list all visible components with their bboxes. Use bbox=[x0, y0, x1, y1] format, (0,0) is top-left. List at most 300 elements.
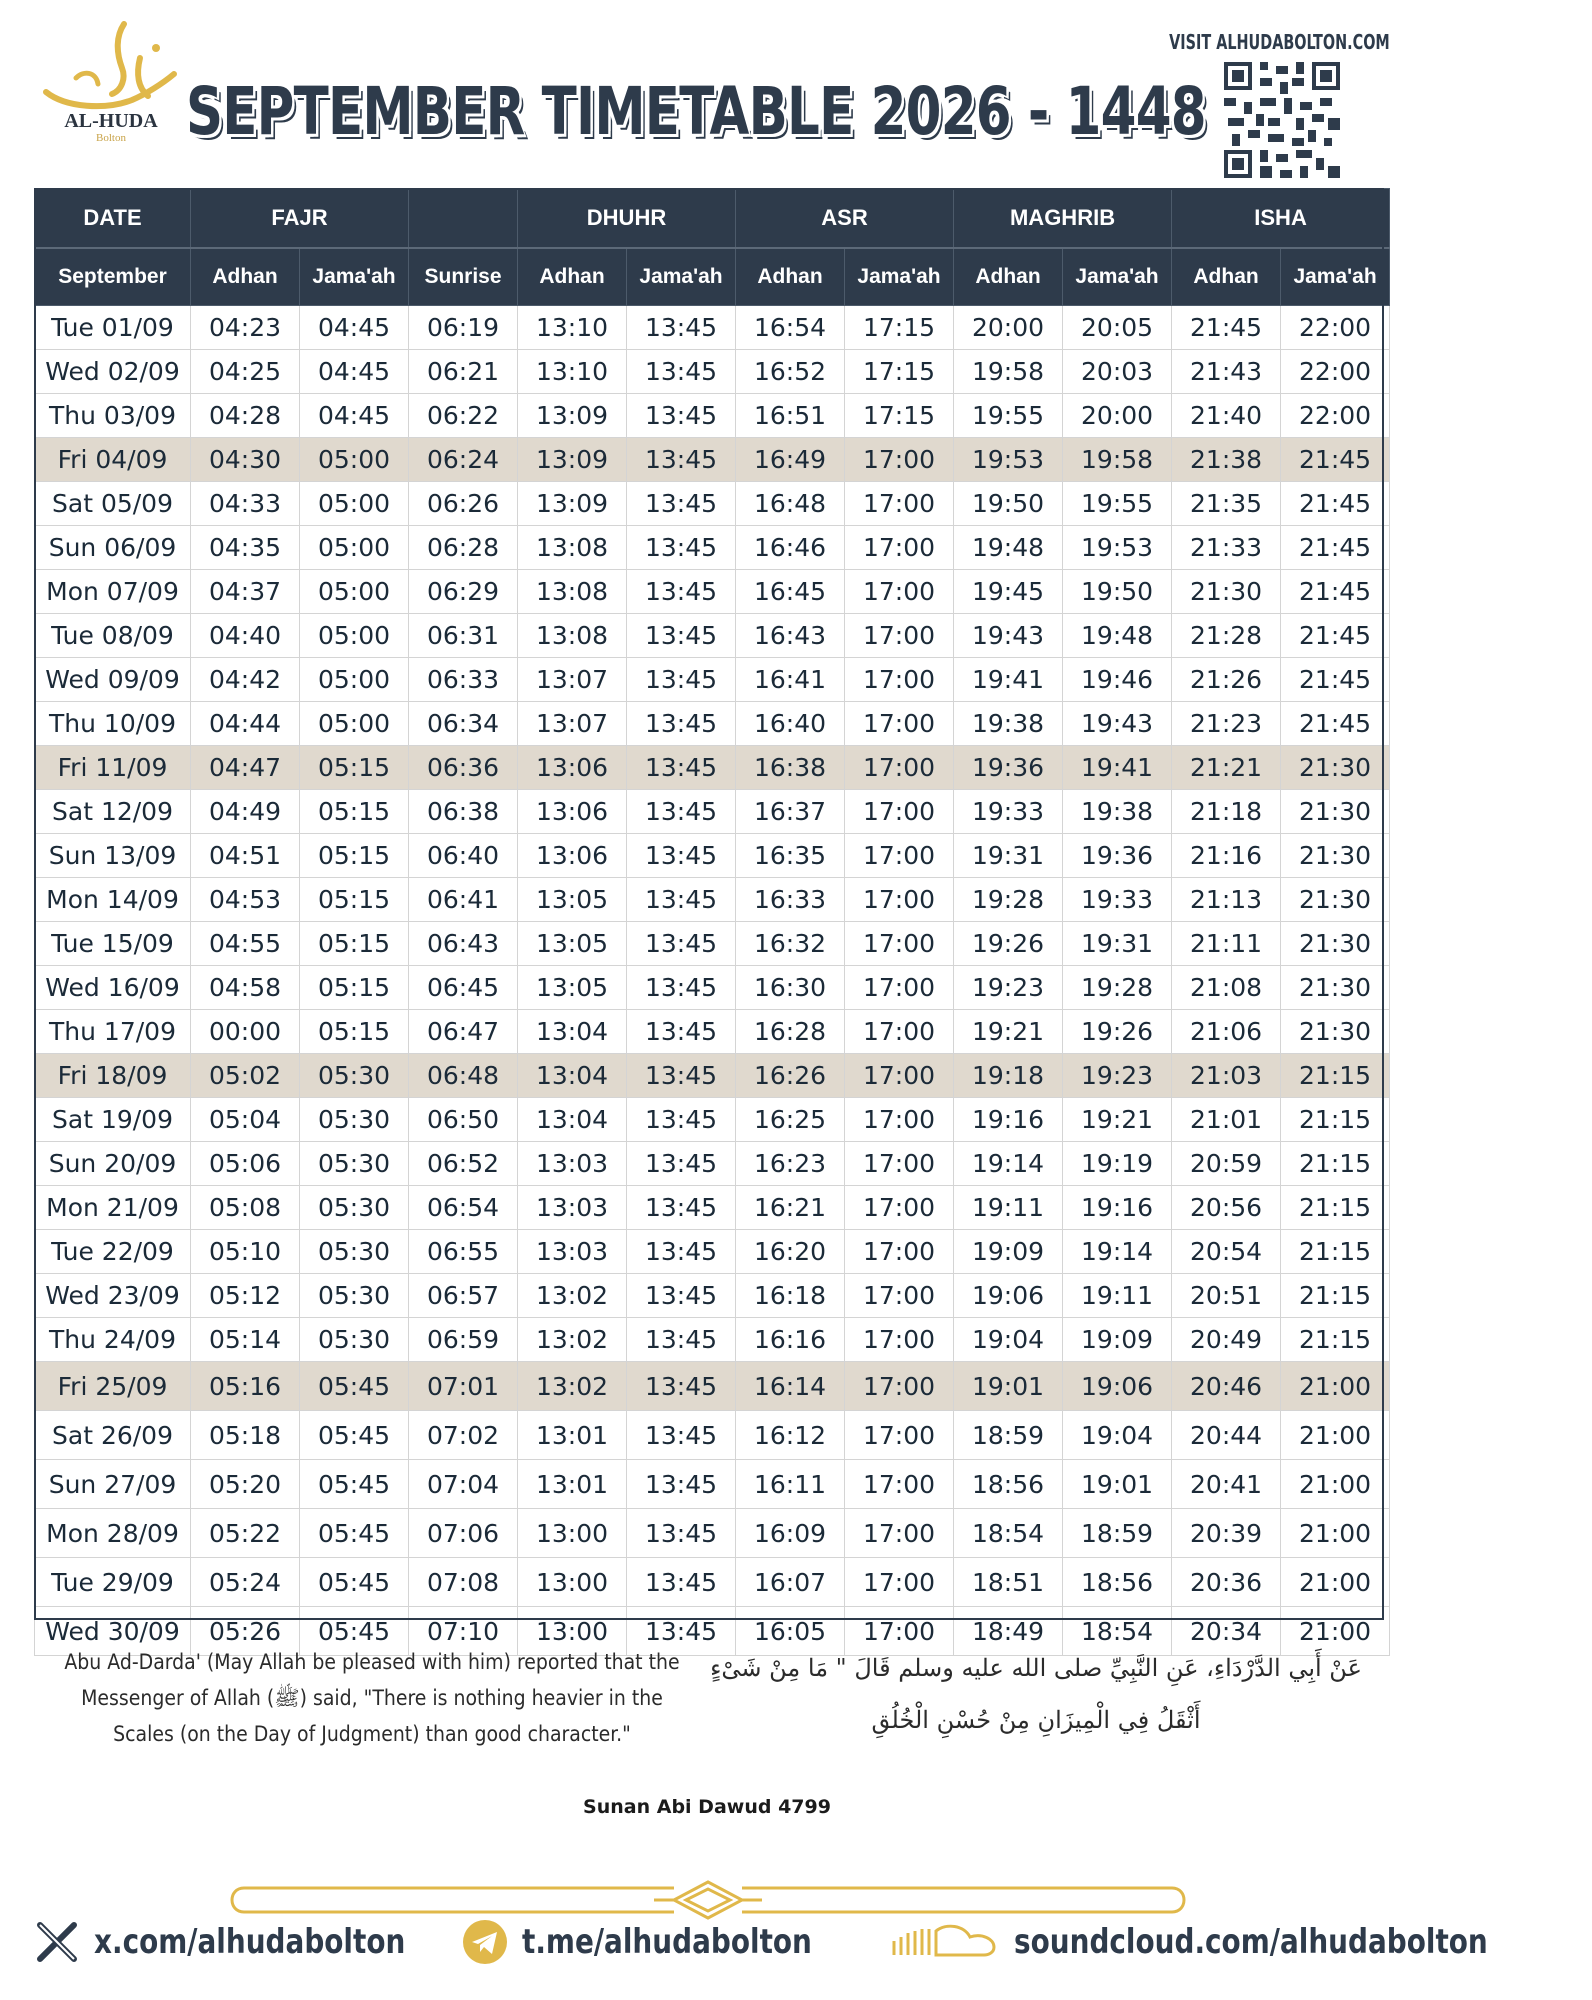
time-cell: 06:33 bbox=[409, 658, 518, 702]
time-cell: 21:15 bbox=[1281, 1230, 1390, 1274]
time-cell: 19:28 bbox=[1063, 966, 1172, 1010]
x-logo-icon bbox=[34, 1919, 80, 1965]
timetable-body bbox=[35, 306, 1390, 1656]
time-cell: 20:39 bbox=[1172, 1509, 1281, 1558]
time-cell: 19:01 bbox=[1063, 1460, 1172, 1509]
time-cell: 13:45 bbox=[627, 1509, 736, 1558]
time-cell: 16:26 bbox=[736, 1054, 845, 1098]
date-cell: Thu 17/09 bbox=[35, 1010, 191, 1054]
time-cell: 21:00 bbox=[1281, 1362, 1390, 1411]
table-row bbox=[35, 482, 1390, 526]
time-cell: 16:35 bbox=[736, 834, 845, 878]
time-cell: 13:45 bbox=[627, 1362, 736, 1411]
time-cell: 19:11 bbox=[954, 1186, 1063, 1230]
time-cell: 16:14 bbox=[736, 1362, 845, 1411]
time-cell: 16:43 bbox=[736, 614, 845, 658]
time-cell: 20:49 bbox=[1172, 1318, 1281, 1362]
hadith-source: Sunan Abi Dawud 4799 bbox=[583, 1796, 831, 1818]
date-cell: Mon 21/09 bbox=[35, 1186, 191, 1230]
time-cell: 21:45 bbox=[1281, 614, 1390, 658]
time-cell: 17:00 bbox=[845, 1010, 954, 1054]
time-cell: 17:00 bbox=[845, 1274, 954, 1318]
time-cell: 17:00 bbox=[845, 614, 954, 658]
time-cell: 19:14 bbox=[954, 1142, 1063, 1186]
table-row bbox=[35, 834, 1390, 878]
time-cell: 13:45 bbox=[627, 1460, 736, 1509]
time-cell: 06:38 bbox=[409, 790, 518, 834]
time-cell: 19:18 bbox=[954, 1054, 1063, 1098]
time-cell: 13:09 bbox=[518, 482, 627, 526]
time-cell: 20:46 bbox=[1172, 1362, 1281, 1411]
time-cell: 13:07 bbox=[518, 658, 627, 702]
time-cell: 05:12 bbox=[191, 1274, 300, 1318]
date-cell: Sat 26/09 bbox=[35, 1411, 191, 1460]
visit-website-link[interactable]: VISIT ALHUDABOLTON.COM bbox=[1169, 30, 1390, 54]
date-cell: Fri 11/09 bbox=[35, 746, 191, 790]
table-row bbox=[35, 746, 1390, 790]
time-cell: 06:55 bbox=[409, 1230, 518, 1274]
time-cell: 05:00 bbox=[300, 658, 409, 702]
time-cell: 13:04 bbox=[518, 1010, 627, 1054]
time-cell: 21:15 bbox=[1281, 1318, 1390, 1362]
time-cell: 05:10 bbox=[191, 1230, 300, 1274]
telegram-handle: t.me/alhudabolton bbox=[522, 1922, 812, 1962]
time-cell: 17:00 bbox=[845, 658, 954, 702]
time-cell: 19:28 bbox=[954, 878, 1063, 922]
column-header: Jama'ah bbox=[1063, 248, 1172, 306]
time-cell: 13:02 bbox=[518, 1318, 627, 1362]
soundcloud-icon bbox=[890, 1919, 1000, 1965]
column-header: Jama'ah bbox=[845, 248, 954, 306]
time-cell: 18:59 bbox=[1063, 1509, 1172, 1558]
calligraphy-icon bbox=[36, 18, 186, 118]
time-cell: 05:24 bbox=[191, 1558, 300, 1607]
time-cell: 19:14 bbox=[1063, 1230, 1172, 1274]
time-cell: 06:52 bbox=[409, 1142, 518, 1186]
time-cell: 07:08 bbox=[409, 1558, 518, 1607]
time-cell: 19:04 bbox=[1063, 1411, 1172, 1460]
time-cell: 13:45 bbox=[627, 614, 736, 658]
header-blank bbox=[409, 189, 518, 249]
time-cell: 16:37 bbox=[736, 790, 845, 834]
time-cell: 19:45 bbox=[954, 570, 1063, 614]
time-cell: 21:00 bbox=[1281, 1411, 1390, 1460]
time-cell: 06:19 bbox=[409, 306, 518, 350]
time-cell: 13:09 bbox=[518, 438, 627, 482]
time-cell: 05:30 bbox=[300, 1186, 409, 1230]
date-cell: Wed 02/09 bbox=[35, 350, 191, 394]
time-cell: 19:16 bbox=[954, 1098, 1063, 1142]
time-cell: 05:15 bbox=[300, 966, 409, 1010]
column-header: Adhan bbox=[954, 248, 1063, 306]
time-cell: 13:45 bbox=[627, 350, 736, 394]
date-cell: Fri 04/09 bbox=[35, 438, 191, 482]
table-row bbox=[35, 1098, 1390, 1142]
time-cell: 19:46 bbox=[1063, 658, 1172, 702]
time-cell: 21:00 bbox=[1281, 1558, 1390, 1607]
date-cell: Tue 01/09 bbox=[35, 306, 191, 350]
time-cell: 13:03 bbox=[518, 1230, 627, 1274]
time-cell: 17:00 bbox=[845, 1142, 954, 1186]
date-cell: Thu 24/09 bbox=[35, 1318, 191, 1362]
time-cell: 19:41 bbox=[1063, 746, 1172, 790]
time-cell: 18:59 bbox=[954, 1411, 1063, 1460]
time-cell: 19:33 bbox=[1063, 878, 1172, 922]
date-cell: Sun 06/09 bbox=[35, 526, 191, 570]
time-cell: 17:00 bbox=[845, 1558, 954, 1607]
time-cell: 17:00 bbox=[845, 526, 954, 570]
time-cell: 20:00 bbox=[954, 306, 1063, 350]
time-cell: 21:01 bbox=[1172, 1098, 1281, 1142]
table-row bbox=[35, 922, 1390, 966]
time-cell: 21:11 bbox=[1172, 922, 1281, 966]
time-cell: 19:48 bbox=[954, 526, 1063, 570]
time-cell: 16:51 bbox=[736, 394, 845, 438]
time-cell: 20:44 bbox=[1172, 1411, 1281, 1460]
time-cell: 17:00 bbox=[845, 1362, 954, 1411]
time-cell: 04:42 bbox=[191, 658, 300, 702]
social-soundcloud[interactable] bbox=[890, 1912, 1592, 1972]
time-cell: 13:45 bbox=[627, 1142, 736, 1186]
time-cell: 21:26 bbox=[1172, 658, 1281, 702]
time-cell: 05:30 bbox=[300, 1274, 409, 1318]
time-cell: 20:34 bbox=[1172, 1607, 1281, 1656]
column-header: Sunrise bbox=[409, 248, 518, 306]
soundcloud-handle: soundcloud.com/alhudabolton bbox=[1014, 1922, 1488, 1962]
date-cell: Fri 25/09 bbox=[35, 1362, 191, 1411]
time-cell: 13:10 bbox=[518, 306, 627, 350]
time-cell: 21:15 bbox=[1281, 1186, 1390, 1230]
time-cell: 21:45 bbox=[1281, 658, 1390, 702]
time-cell: 05:15 bbox=[300, 878, 409, 922]
time-cell: 16:30 bbox=[736, 966, 845, 1010]
time-cell: 05:30 bbox=[300, 1230, 409, 1274]
time-cell: 04:35 bbox=[191, 526, 300, 570]
time-cell: 13:00 bbox=[518, 1509, 627, 1558]
time-cell: 07:02 bbox=[409, 1411, 518, 1460]
time-cell: 17:00 bbox=[845, 702, 954, 746]
time-cell: 17:00 bbox=[845, 1509, 954, 1558]
time-cell: 16:25 bbox=[736, 1098, 845, 1142]
time-cell: 13:45 bbox=[627, 1411, 736, 1460]
time-cell: 13:02 bbox=[518, 1362, 627, 1411]
time-cell: 06:26 bbox=[409, 482, 518, 526]
time-cell: 19:21 bbox=[954, 1010, 1063, 1054]
table-row bbox=[35, 1230, 1390, 1274]
time-cell: 04:51 bbox=[191, 834, 300, 878]
time-cell: 13:00 bbox=[518, 1558, 627, 1607]
time-cell: 05:20 bbox=[191, 1460, 300, 1509]
time-cell: 20:03 bbox=[1063, 350, 1172, 394]
time-cell: 20:56 bbox=[1172, 1186, 1281, 1230]
timetable-table bbox=[34, 188, 1390, 1656]
time-cell: 17:00 bbox=[845, 1460, 954, 1509]
time-cell: 06:59 bbox=[409, 1318, 518, 1362]
time-cell: 21:45 bbox=[1281, 526, 1390, 570]
time-cell: 21:30 bbox=[1281, 1010, 1390, 1054]
time-cell: 13:07 bbox=[518, 702, 627, 746]
date-cell: Thu 03/09 bbox=[35, 394, 191, 438]
time-cell: 21:13 bbox=[1172, 878, 1281, 922]
time-cell: 21:45 bbox=[1172, 306, 1281, 350]
time-cell: 05:45 bbox=[300, 1362, 409, 1411]
time-cell: 19:23 bbox=[954, 966, 1063, 1010]
time-cell: 18:54 bbox=[954, 1509, 1063, 1558]
time-cell: 16:09 bbox=[736, 1509, 845, 1558]
social-telegram[interactable] bbox=[462, 1912, 876, 1972]
column-header: Adhan bbox=[191, 248, 300, 306]
date-cell: Sat 12/09 bbox=[35, 790, 191, 834]
time-cell: 05:00 bbox=[300, 526, 409, 570]
table-row bbox=[35, 1411, 1390, 1460]
time-cell: 17:00 bbox=[845, 834, 954, 878]
time-cell: 21:45 bbox=[1281, 702, 1390, 746]
header-dhuhr: DHUHR bbox=[518, 189, 736, 249]
date-cell: Wed 09/09 bbox=[35, 658, 191, 702]
time-cell: 19:06 bbox=[954, 1274, 1063, 1318]
time-cell: 16:40 bbox=[736, 702, 845, 746]
qr-code-icon[interactable] bbox=[1224, 62, 1340, 178]
time-cell: 07:10 bbox=[409, 1607, 518, 1656]
time-cell: 17:00 bbox=[845, 1607, 954, 1656]
column-header: Jama'ah bbox=[627, 248, 736, 306]
time-cell: 04:25 bbox=[191, 350, 300, 394]
time-cell: 21:30 bbox=[1281, 790, 1390, 834]
time-cell: 16:52 bbox=[736, 350, 845, 394]
time-cell: 07:04 bbox=[409, 1460, 518, 1509]
time-cell: 13:03 bbox=[518, 1142, 627, 1186]
header-asr: ASR bbox=[736, 189, 954, 249]
time-cell: 17:15 bbox=[845, 350, 954, 394]
time-cell: 18:56 bbox=[954, 1460, 1063, 1509]
time-cell: 13:06 bbox=[518, 834, 627, 878]
time-cell: 06:48 bbox=[409, 1054, 518, 1098]
time-cell: 20:36 bbox=[1172, 1558, 1281, 1607]
time-cell: 13:05 bbox=[518, 966, 627, 1010]
time-cell: 21:40 bbox=[1172, 394, 1281, 438]
time-cell: 21:45 bbox=[1281, 438, 1390, 482]
time-cell: 04:33 bbox=[191, 482, 300, 526]
time-cell: 13:45 bbox=[627, 306, 736, 350]
time-cell: 13:45 bbox=[627, 834, 736, 878]
social-x[interactable] bbox=[34, 1912, 474, 1972]
time-cell: 06:43 bbox=[409, 922, 518, 966]
time-cell: 13:45 bbox=[627, 746, 736, 790]
time-cell: 06:40 bbox=[409, 834, 518, 878]
header-isha: ISHA bbox=[1172, 189, 1390, 249]
time-cell: 19:55 bbox=[954, 394, 1063, 438]
time-cell: 19:09 bbox=[954, 1230, 1063, 1274]
time-cell: 05:00 bbox=[300, 482, 409, 526]
table-row bbox=[35, 790, 1390, 834]
time-cell: 19:50 bbox=[1063, 570, 1172, 614]
time-cell: 13:45 bbox=[627, 438, 736, 482]
date-cell: Sat 05/09 bbox=[35, 482, 191, 526]
time-cell: 04:40 bbox=[191, 614, 300, 658]
time-cell: 17:15 bbox=[845, 394, 954, 438]
date-cell: Wed 16/09 bbox=[35, 966, 191, 1010]
time-cell: 06:47 bbox=[409, 1010, 518, 1054]
time-cell: 22:00 bbox=[1281, 306, 1390, 350]
time-cell: 05:04 bbox=[191, 1098, 300, 1142]
time-cell: 05:15 bbox=[300, 790, 409, 834]
time-cell: 13:45 bbox=[627, 526, 736, 570]
time-cell: 04:28 bbox=[191, 394, 300, 438]
header-maghrib: MAGHRIB bbox=[954, 189, 1172, 249]
time-cell: 04:45 bbox=[300, 306, 409, 350]
time-cell: 19:43 bbox=[954, 614, 1063, 658]
time-cell: 21:21 bbox=[1172, 746, 1281, 790]
time-cell: 05:02 bbox=[191, 1054, 300, 1098]
header-date: DATE bbox=[35, 189, 191, 249]
date-cell: Sun 13/09 bbox=[35, 834, 191, 878]
column-header: Adhan bbox=[1172, 248, 1281, 306]
time-cell: 05:30 bbox=[300, 1142, 409, 1186]
header-fajr: FAJR bbox=[191, 189, 409, 249]
date-cell: Wed 23/09 bbox=[35, 1274, 191, 1318]
time-cell: 18:56 bbox=[1063, 1558, 1172, 1607]
group-header-row bbox=[35, 189, 1390, 249]
time-cell: 20:59 bbox=[1172, 1142, 1281, 1186]
time-cell: 13:45 bbox=[627, 658, 736, 702]
time-cell: 19:11 bbox=[1063, 1274, 1172, 1318]
table-row bbox=[35, 350, 1390, 394]
time-cell: 04:23 bbox=[191, 306, 300, 350]
al-huda-logo bbox=[36, 18, 186, 148]
time-cell: 21:15 bbox=[1281, 1142, 1390, 1186]
time-cell: 21:18 bbox=[1172, 790, 1281, 834]
time-cell: 21:08 bbox=[1172, 966, 1281, 1010]
time-cell: 19:26 bbox=[1063, 1010, 1172, 1054]
time-cell: 16:33 bbox=[736, 878, 845, 922]
time-cell: 13:45 bbox=[627, 1010, 736, 1054]
time-cell: 13:45 bbox=[627, 878, 736, 922]
hadith-arabic: عَنْ أَبِي الدَّرْدَاءِ، عَنِ النَّبِيِّ صلى الله عليه وسلم قَالَ " مَا مِنْ شَىْءٍ أَثْقَلُ فِي الْمِيزَانِ مِنْ حُسْنِ الْخُلُقِ bbox=[710, 1654, 1362, 1734]
time-cell: 16:07 bbox=[736, 1558, 845, 1607]
time-cell: 20:05 bbox=[1063, 306, 1172, 350]
time-cell: 21:28 bbox=[1172, 614, 1281, 658]
time-cell: 17:00 bbox=[845, 966, 954, 1010]
date-cell: Sun 20/09 bbox=[35, 1142, 191, 1186]
time-cell: 21:30 bbox=[1172, 570, 1281, 614]
time-cell: 20:00 bbox=[1063, 394, 1172, 438]
prayer-timetable bbox=[34, 188, 1382, 1656]
time-cell: 16:41 bbox=[736, 658, 845, 702]
table-row bbox=[35, 658, 1390, 702]
time-cell: 13:08 bbox=[518, 570, 627, 614]
time-cell: 05:00 bbox=[300, 438, 409, 482]
time-cell: 21:43 bbox=[1172, 350, 1281, 394]
time-cell: 05:45 bbox=[300, 1607, 409, 1656]
logo-subtitle: Bolton bbox=[96, 132, 126, 144]
time-cell: 21:30 bbox=[1281, 746, 1390, 790]
time-cell: 19:43 bbox=[1063, 702, 1172, 746]
time-cell: 19:01 bbox=[954, 1362, 1063, 1411]
time-cell: 06:31 bbox=[409, 614, 518, 658]
table-row bbox=[35, 526, 1390, 570]
time-cell: 21:30 bbox=[1281, 922, 1390, 966]
hadith-english: Abu Ad-Darda' (May Allah be pleased with him) reported that the Messenger of Allah (ﷺ) said, "There is nothing heavier in the Scales (on the Day of Judgment) than good character." bbox=[64, 1650, 680, 1746]
time-cell: 17:00 bbox=[845, 746, 954, 790]
table-row bbox=[35, 1186, 1390, 1230]
time-cell: 19:19 bbox=[1063, 1142, 1172, 1186]
time-cell: 16:23 bbox=[736, 1142, 845, 1186]
time-cell: 13:04 bbox=[518, 1098, 627, 1142]
time-cell: 19:31 bbox=[1063, 922, 1172, 966]
time-cell: 04:45 bbox=[300, 350, 409, 394]
time-cell: 18:49 bbox=[954, 1607, 1063, 1656]
time-cell: 04:58 bbox=[191, 966, 300, 1010]
time-cell: 13:45 bbox=[627, 1098, 736, 1142]
time-cell: 16:11 bbox=[736, 1460, 845, 1509]
time-cell: 19:50 bbox=[954, 482, 1063, 526]
time-cell: 13:45 bbox=[627, 922, 736, 966]
table-row bbox=[35, 614, 1390, 658]
time-cell: 17:00 bbox=[845, 1186, 954, 1230]
table-row bbox=[35, 1010, 1390, 1054]
column-header: Jama'ah bbox=[300, 248, 409, 306]
time-cell: 05:18 bbox=[191, 1411, 300, 1460]
table-row bbox=[35, 702, 1390, 746]
time-cell: 06:24 bbox=[409, 438, 518, 482]
time-cell: 19:48 bbox=[1063, 614, 1172, 658]
time-cell: 21:15 bbox=[1281, 1274, 1390, 1318]
time-cell: 00:00 bbox=[191, 1010, 300, 1054]
time-cell: 05:45 bbox=[300, 1509, 409, 1558]
time-cell: 05:22 bbox=[191, 1509, 300, 1558]
time-cell: 13:45 bbox=[627, 1607, 736, 1656]
time-cell: 17:00 bbox=[845, 1054, 954, 1098]
time-cell: 05:00 bbox=[300, 702, 409, 746]
time-cell: 07:06 bbox=[409, 1509, 518, 1558]
time-cell: 06:57 bbox=[409, 1274, 518, 1318]
time-cell: 17:00 bbox=[845, 482, 954, 526]
time-cell: 18:51 bbox=[954, 1558, 1063, 1607]
time-cell: 06:36 bbox=[409, 746, 518, 790]
time-cell: 13:45 bbox=[627, 1186, 736, 1230]
time-cell: 16:32 bbox=[736, 922, 845, 966]
time-cell: 19:09 bbox=[1063, 1318, 1172, 1362]
time-cell: 19:55 bbox=[1063, 482, 1172, 526]
time-cell: 21:00 bbox=[1281, 1460, 1390, 1509]
time-cell: 06:29 bbox=[409, 570, 518, 614]
column-header: Jama'ah bbox=[1281, 248, 1390, 306]
table-row bbox=[35, 438, 1390, 482]
time-cell: 16:18 bbox=[736, 1274, 845, 1318]
table-row bbox=[35, 1318, 1390, 1362]
time-cell: 19:36 bbox=[1063, 834, 1172, 878]
time-cell: 17:15 bbox=[845, 306, 954, 350]
time-cell: 13:45 bbox=[627, 1558, 736, 1607]
time-cell: 20:41 bbox=[1172, 1460, 1281, 1509]
time-cell: 21:00 bbox=[1281, 1607, 1390, 1656]
table-row bbox=[35, 1142, 1390, 1186]
column-header: Adhan bbox=[736, 248, 845, 306]
time-cell: 19:31 bbox=[954, 834, 1063, 878]
time-cell: 13:45 bbox=[627, 1054, 736, 1098]
time-cell: 13:45 bbox=[627, 702, 736, 746]
date-cell: Mon 07/09 bbox=[35, 570, 191, 614]
time-cell: 13:01 bbox=[518, 1411, 627, 1460]
time-cell: 16:05 bbox=[736, 1607, 845, 1656]
time-cell: 07:01 bbox=[409, 1362, 518, 1411]
time-cell: 05:26 bbox=[191, 1607, 300, 1656]
time-cell: 13:45 bbox=[627, 570, 736, 614]
time-cell: 17:00 bbox=[845, 922, 954, 966]
table-row bbox=[35, 570, 1390, 614]
time-cell: 13:08 bbox=[518, 526, 627, 570]
time-cell: 22:00 bbox=[1281, 394, 1390, 438]
